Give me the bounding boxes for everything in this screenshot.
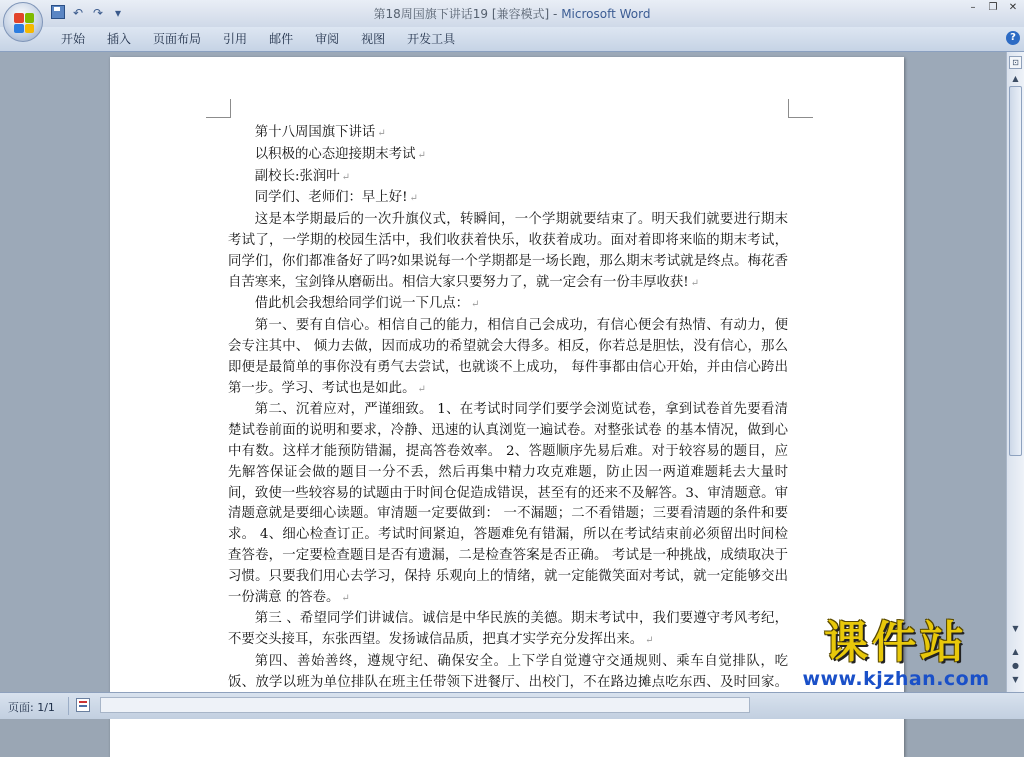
window-title xyxy=(0,5,1024,22)
paragraph-mark: ↵ xyxy=(417,383,426,395)
ribbon-tab[interactable]: 引用 xyxy=(223,32,248,46)
page-count-status[interactable]: 页面: 1/1 xyxy=(8,701,55,714)
horizontal-scrollbar[interactable] xyxy=(100,697,750,713)
view-ruler-button[interactable]: ⊡ xyxy=(1009,56,1022,69)
paragraph-text: 第十八周国旗下讲话 xyxy=(254,125,376,140)
document-paragraph[interactable] xyxy=(228,294,788,316)
watermark-url: www.kjzhan.com xyxy=(802,668,990,690)
redo-button[interactable]: ↷ xyxy=(92,6,104,20)
ribbon-tab[interactable]: 页面布局 xyxy=(153,32,202,46)
ribbon-tabs xyxy=(50,27,466,51)
paragraph-text: 第二、沉着应对，严谨细致。 1、在考试时同学们要学会浏览试卷，拿到试卷首先要看清楚试卷前面的说明和要求，冷静、迅速的认真浏览一遍试卷。对整张试卷 的基本情况，做到心中有数。这样才能预防错漏，提高答卷效率。 2、答题顺序先易后难。对于较容易的题目，应先解答保证会做的题目一分不丢，然后再集中精力攻克难题，防止因一两道难题耗去大量时间，致使一些较容易的试题由于时间仓促造成错误，甚至有的还来不及解答。3、审清题意。审清题意就是要细心读题。审清题一定要做到： 一不漏题；二不看错题；三要看清题的条件和要求。 4、细心检查订正。考试时间紧迫，答题难免有错漏，所以在考试结束前必须留出时间检查答卷，一定要检查题目是否有遗漏，二是检查答案是否正确。 考试是一种挑战，成绩取决于习惯。只要我们用心去学习，保持 乐观向上的情绪，就一定能微笑面对考试，就一定能够交出一份满意 的答卷。 xyxy=(228,402,788,605)
document-line[interactable] xyxy=(228,145,788,167)
document-line[interactable] xyxy=(228,167,788,189)
previous-page-icon[interactable]: ▲ xyxy=(1012,647,1019,656)
ribbon-tab[interactable]: 视图 xyxy=(361,32,386,46)
paragraph-mark: ↵ xyxy=(409,193,418,205)
ribbon-tab[interactable]: 邮件 xyxy=(269,32,294,46)
scrollbar-thumb[interactable] xyxy=(1009,86,1022,456)
document-line[interactable] xyxy=(228,123,788,145)
customize-qat-button[interactable]: ▾ xyxy=(114,6,122,20)
app-name: Microsoft Word xyxy=(561,7,651,21)
paragraph-text: 借此机会我想给同学们说一下几点： xyxy=(254,296,470,312)
help-icon[interactable]: ? xyxy=(1006,31,1020,45)
paragraph-text: 以积极的心态迎接期末考试 xyxy=(254,146,416,162)
undo-button[interactable]: ↶ xyxy=(72,6,84,20)
proofing-errors-icon[interactable] xyxy=(76,698,90,712)
status-bar xyxy=(0,692,1024,719)
minimize-button[interactable]: – xyxy=(970,2,976,13)
paragraph-mark: ↵ xyxy=(690,277,700,289)
document-line[interactable] xyxy=(228,188,788,210)
watermark-title: 课件站 xyxy=(824,617,968,668)
paragraph-text: 这是本学期最后的一次升旗仪式，转瞬间，一个学期就要结束了。明天我们就要进行期末考试了，一学期的校园生活中，我们收获着快乐，收获着成功。面对着即将来临的期末考试，同学们，你们都准备好了吗?如果说每一个学期都是一场长跑，那么期末考试就是终点。梅花香自苦寒来，宝剑锋从磨砺出。相信大家只要努力了，就一定会有一份丰厚收获! xyxy=(228,212,788,290)
ribbon-tab-bar xyxy=(0,27,1024,52)
paragraph-text: 副校长:张润叶 xyxy=(254,168,340,184)
paragraph-text: 第一、要有自信心。相信自己的能力，相信自己会成功，有信心便会有热情、有动力，便会专注其中、 倾力去做，因而成功的希望就会大得多。相反，你若总是胆怯，没有信心，那么即便是最简单的事你没有勇气去尝试，也就谈不上成功， 每件事都由信心开始，并由信心跨出第一步。学习、考试也是如此。 xyxy=(228,318,788,396)
document-paragraph[interactable] xyxy=(228,210,788,294)
paragraph-text: 第三 、希望同学们讲诚信。诚信是中华民族的美德。期末考试中，我们要遵守考风考纪，不要交头接耳，东张西望。发扬诚信品质，把真才实学充分发挥出来。 xyxy=(228,611,788,648)
document-paragraph[interactable] xyxy=(228,609,788,652)
paragraph-mark: ↵ xyxy=(417,149,426,161)
ribbon-tab[interactable]: 插入 xyxy=(107,32,132,46)
document-title: 第18周国旗下讲话19 [兼容模式] - xyxy=(373,7,562,21)
select-browse-object-icon[interactable]: ● xyxy=(1012,661,1019,670)
margin-corner-top-right xyxy=(788,99,813,118)
ribbon-tab[interactable]: 开发工具 xyxy=(407,32,456,46)
ribbon-tab[interactable]: 审阅 xyxy=(315,32,340,46)
vertical-scrollbar[interactable] xyxy=(1006,52,1024,692)
ribbon-tab[interactable]: 开始 xyxy=(61,32,86,46)
margin-corner-top-left xyxy=(206,99,231,118)
next-page-icon[interactable]: ▼ xyxy=(1012,675,1019,684)
window-controls xyxy=(964,1,1022,15)
paragraph-text: 同学们、老师们：早上好! xyxy=(254,190,408,206)
title-bar xyxy=(0,0,1024,27)
paragraph-mark: ↵ xyxy=(341,592,350,604)
document-area xyxy=(0,52,1006,692)
document-paragraph[interactable] xyxy=(228,316,788,400)
paragraph-mark: ↵ xyxy=(341,171,351,183)
status-divider xyxy=(68,697,69,715)
paragraph-text: 第四、善始善终，遵规守纪、确保安全。上下学自觉遵守交通规则、乘车自觉排队，吃饭、放学以班为单位排队在班主任带领下进餐厅、出校门，不在路边摊点吃东西、及时回家。 xyxy=(228,653,788,690)
close-button[interactable]: ✕ xyxy=(1008,2,1018,13)
site-watermark xyxy=(776,618,1016,692)
office-button[interactable] xyxy=(3,2,43,42)
document-paragraph[interactable] xyxy=(228,400,788,609)
paragraph-mark: ↵ xyxy=(377,128,386,139)
scroll-up-arrow-icon[interactable]: ▲ xyxy=(1012,74,1019,83)
restore-button[interactable]: ❐ xyxy=(988,2,998,13)
scroll-down-arrow-icon[interactable]: ▼ xyxy=(1012,624,1019,633)
office-logo-icon xyxy=(14,13,34,33)
document-body[interactable] xyxy=(228,123,788,715)
paragraph-mark: ↵ xyxy=(645,635,654,647)
paragraph-mark: ↵ xyxy=(471,299,480,311)
